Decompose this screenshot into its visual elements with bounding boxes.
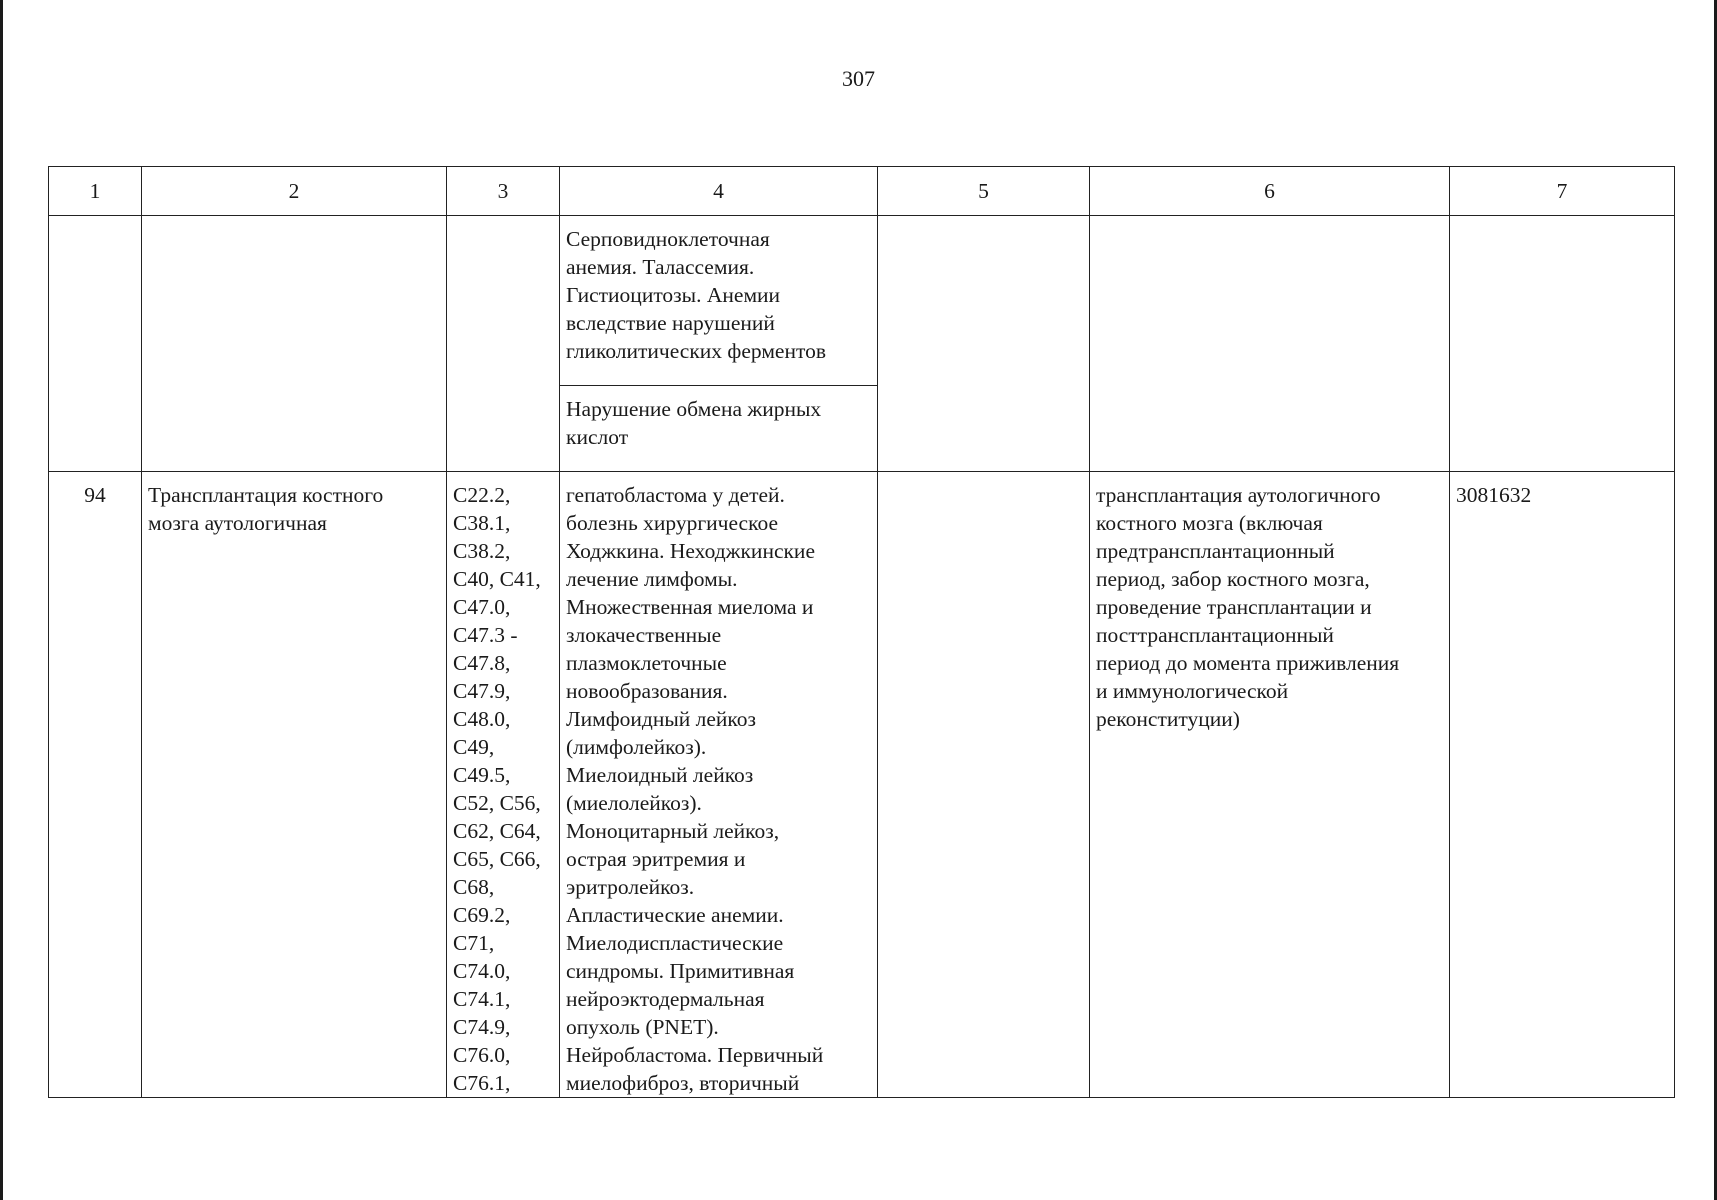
text-line: C71, — [453, 931, 495, 955]
icd-codes — [447, 472, 560, 1098]
text-line: Апластические анемии. — [566, 903, 784, 927]
text-line: реконституции) — [1096, 707, 1240, 731]
col5-empty — [878, 472, 1090, 1098]
text-line: период, забор костного мозга, — [1096, 567, 1370, 591]
text-line: C74.9, — [453, 1015, 511, 1039]
text-line: (миелолейкоз). — [566, 791, 702, 815]
text-line: C47.9, — [453, 679, 511, 703]
text-line: предтрансплантационный — [1096, 539, 1335, 563]
medical-care-table — [48, 166, 1675, 1098]
text-line: C68, — [453, 875, 495, 899]
column-header-4: 4 — [560, 167, 878, 216]
text-line: синдромы. Примитивная — [566, 959, 795, 983]
text-line: Гистиоцитозы. Анемии — [566, 283, 781, 307]
text-line: мозга аутологичная — [148, 511, 327, 535]
text-line: Трансплантация костного — [148, 483, 384, 507]
text-line: C38.1, — [453, 511, 511, 535]
text-line: C38.2, — [453, 539, 511, 563]
column-header-2: 2 — [142, 167, 447, 216]
text-line: Ходжкина. Неходжкинские — [566, 539, 815, 563]
text-line: эритролейкоз. — [566, 875, 695, 899]
text-line: трансплантация аутологичного — [1096, 483, 1381, 507]
text-line: C22.2, — [453, 483, 511, 507]
procedure-name — [142, 472, 447, 1098]
text-line: C47.3 - — [453, 623, 518, 647]
continuation-diagnoses-2 — [560, 386, 878, 472]
continuation-col3 — [447, 216, 560, 472]
continuation-col2 — [142, 216, 447, 472]
text-line: гепатобластома у детей. — [566, 483, 785, 507]
cost-value: 3081632 — [1450, 472, 1675, 1098]
text-line: проведение трансплантации и — [1096, 595, 1372, 619]
diagnoses-list — [560, 472, 878, 1098]
page-number: 307 — [842, 66, 875, 91]
text-line: C52, C56, — [453, 791, 541, 815]
row-number: 94 — [49, 472, 142, 1098]
table-row-94 — [49, 472, 1675, 1098]
continuation-row — [49, 216, 1675, 386]
column-number-row — [49, 167, 1675, 216]
column-header-1: 1 — [49, 167, 142, 216]
continuation-col6 — [1090, 216, 1450, 472]
text-line: Лимфоидный лейкоз — [566, 707, 757, 731]
text-line: C47.0, — [453, 595, 511, 619]
text-line: новообразования. — [566, 679, 728, 703]
text-line: C65, C66, — [453, 847, 541, 871]
text-line: Серповидноклеточная — [566, 227, 770, 251]
text-line: C69.2, — [453, 903, 511, 927]
continuation-diagnoses-1 — [560, 216, 878, 386]
text-line: C76.1, — [453, 1071, 511, 1095]
text-line: Нарушение обмена жирных — [566, 397, 822, 421]
treatment-method — [1090, 472, 1450, 1098]
text-line: Миелодиспластические — [566, 931, 784, 955]
text-line: миелофиброз, вторичный — [566, 1071, 800, 1095]
text-line: плазмоклеточные — [566, 651, 727, 675]
text-line: нейроэктодермальная — [566, 987, 765, 1011]
text-line: кислот — [566, 425, 629, 449]
text-line: C48.0, — [453, 707, 511, 731]
column-header-6: 6 — [1090, 167, 1450, 216]
text-line: (лимфолейкоз). — [566, 735, 707, 759]
text-line: C74.1, — [453, 987, 511, 1011]
column-header-7: 7 — [1450, 167, 1675, 216]
text-line: Множественная миелома и — [566, 595, 814, 619]
text-line: C74.0, — [453, 959, 511, 983]
text-line: C62, C64, — [453, 819, 541, 843]
continuation-col5 — [878, 216, 1090, 472]
text-line: C76.0, — [453, 1043, 511, 1067]
text-line: костного мозга (включая — [1096, 511, 1323, 535]
text-line: C40, C41, — [453, 567, 541, 591]
text-line: лечение лимфомы. — [566, 567, 738, 591]
text-line: C49.5, — [453, 763, 511, 787]
text-line: гликолитических ферментов — [566, 339, 826, 363]
text-line: C49, — [453, 735, 495, 759]
column-header-5: 5 — [878, 167, 1090, 216]
text-line: Миелоидный лейкоз — [566, 763, 754, 787]
text-line: C47.8, — [453, 651, 511, 675]
continuation-col1 — [49, 216, 142, 472]
continuation-col7 — [1450, 216, 1675, 472]
text-line: посттрансплантационный — [1096, 623, 1334, 647]
text-line: болезнь хирургическое — [566, 511, 779, 535]
text-line: опухоль (PNET). — [566, 1015, 719, 1039]
text-line: анемия. Талассемия. — [566, 255, 755, 279]
text-line: период до момента приживления — [1096, 651, 1400, 675]
text-line: Моноцитарный лейкоз, — [566, 819, 780, 843]
text-line: вследствие нарушений — [566, 311, 775, 335]
text-line: и иммунологической — [1096, 679, 1289, 703]
text-line: Нейробластома. Первичный — [566, 1043, 824, 1067]
scan-left-edge — [0, 0, 3, 1200]
text-line: острая эритремия и — [566, 847, 746, 871]
column-header-3: 3 — [447, 167, 560, 216]
text-line: злокачественные — [566, 623, 722, 647]
